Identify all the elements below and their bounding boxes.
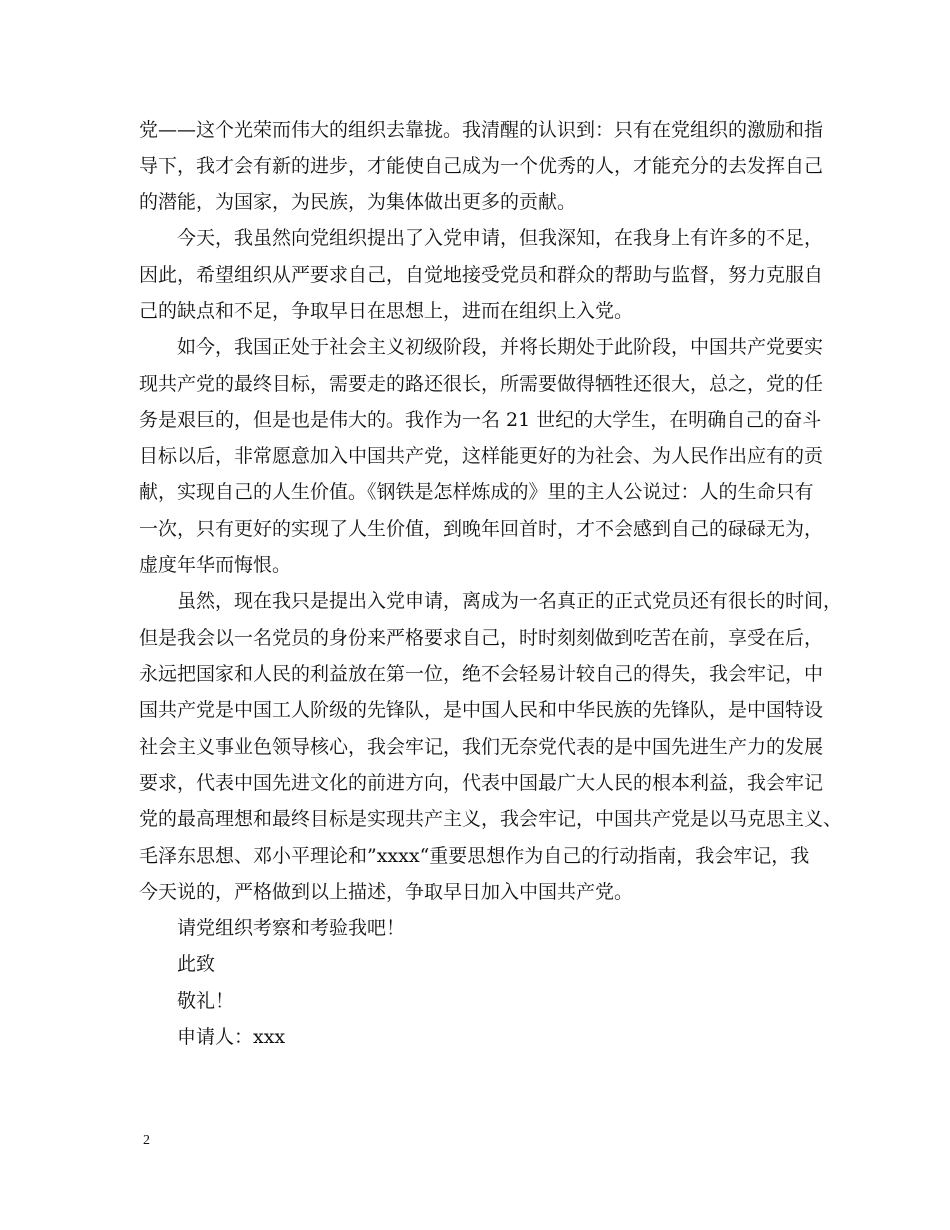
body-line: 因此，希望组织从严要求自己，自觉地接受党员和群众的帮助与监督，努力克服自 bbox=[139, 264, 824, 286]
closing-request: 请党组织考察和考验我吧！ bbox=[177, 917, 406, 939]
body-line: 国共产党是中国工人阶级的先锋队，是中国人民和中华民族的先锋队，是中国特设 bbox=[139, 699, 824, 721]
salutation-cizhi: 此致 bbox=[177, 953, 216, 975]
body-line: 毛泽东思想、邓小平理论和”xxxx“重要思想作为自己的行动指南，我会牢记，我 bbox=[139, 845, 810, 867]
body-line: 献，实现自己的人生价值。《钢铁是怎样炼成的》里的主人公说过：人的生命只有 bbox=[139, 481, 814, 503]
body-line: 现共产党的最终目标，需要走的路还很长，所需要做得牺牲还很大，总之，党的任 bbox=[139, 373, 824, 395]
applicant-signature: 申请人：xxx bbox=[177, 1026, 286, 1048]
body-line: 虚度年华而悔恨。 bbox=[139, 554, 292, 576]
body-line: 永远把国家和人民的利益放在第一位，绝不会轻易计较自己的得失，我会牢记，中 bbox=[139, 663, 824, 685]
body-line: 社会主义事业色领导核心，我会牢记，我们无奈党代表的是中国先进生产力的发展 bbox=[139, 736, 824, 758]
body-line: 党的最高理想和最终目标是实现共产主义，我会牢记，中国共产党是以马克思主义、 bbox=[139, 808, 843, 830]
body-line: 己的缺点和不足，争取早日在思想上，进而在组织上入党。 bbox=[139, 300, 634, 322]
body-line: 但是我会以一名党员的身份来严格要求自己，时时刻刻做到吃苦在前，享受在后， bbox=[139, 627, 824, 649]
paragraph-first-line: 如今，我国正处于社会主义初级阶段，并将长期处于此阶段，中国共产党要实 bbox=[177, 336, 824, 358]
body-line: 党——这个光荣而伟大的组织去靠拢。我清醒的认识到：只有在党组织的激励和指 bbox=[139, 119, 824, 141]
body-line: 一次，只有更好的实现了人生价值，到晚年回首时，才不会感到自己的碌碌无为， bbox=[139, 518, 824, 540]
body-line: 要求，代表中国先进文化的前进方向，代表中国最广大人民的根本利益，我会牢记 bbox=[139, 772, 824, 794]
page-number: 2 bbox=[143, 1133, 150, 1148]
body-line: 目标以后，非常愿意加入中国共产党，这样能更好的为社会、为人民作出应有的贡 bbox=[139, 445, 824, 467]
paragraph-first-line: 今天，我虽然向党组织提出了入党申请，但我深知，在我身上有许多的不足， bbox=[177, 227, 824, 249]
salutation-jingli: 敬礼！ bbox=[177, 990, 235, 1012]
paragraph-first-line: 虽然，现在我只是提出入党申请，离成为一名真正的正式党员还有很长的时间， bbox=[177, 590, 843, 612]
body-line: 的潜能，为国家，为民族，为集体做出更多的贡献。 bbox=[139, 191, 577, 213]
body-line: 导下，我才会有新的进步，才能使自己成为一个优秀的人，才能充分的去发挥自己 bbox=[139, 155, 824, 177]
body-line: 务是艰巨的，但是也是伟大的。我作为一名 21 世纪的大学生，在明确自己的奋斗 bbox=[139, 409, 822, 431]
body-line: 今天说的，严格做到以上描述，争取早日加入中国共产党。 bbox=[139, 881, 634, 903]
